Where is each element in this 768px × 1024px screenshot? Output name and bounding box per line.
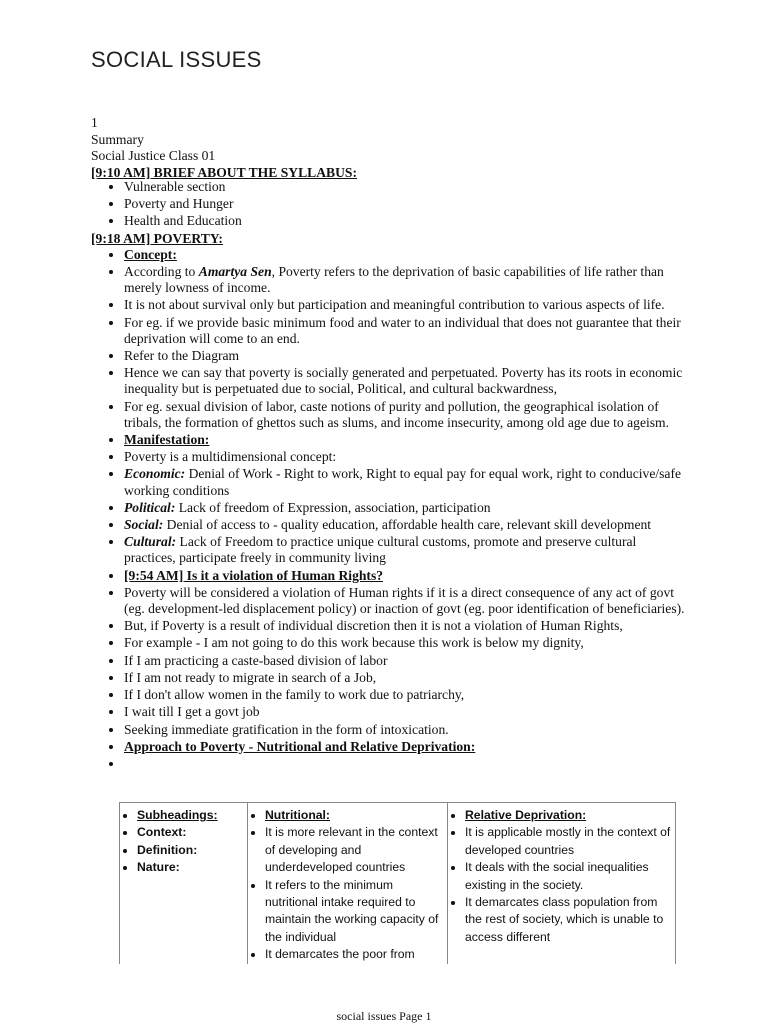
list-item: • Nature: <box>137 859 244 876</box>
list-item: • Poverty is a multidimensional concept: <box>124 449 687 465</box>
concept-first-post: , Poverty refers to the deprivation of basic capabilities of life rather than merely lowness of income. <box>124 264 664 296</box>
list-item: • Vulnerable section <box>124 179 687 195</box>
intro-block <box>91 115 691 181</box>
list-item: • It deals with the social inequalities existing in the society. <box>465 859 672 894</box>
amartya-sen-name: Amartya Sen <box>198 264 272 280</box>
poverty-header: [9:18 AM] POVERTY: <box>91 230 223 246</box>
list-item <box>124 432 687 448</box>
list-item: • For example - I am not going to do this work because this work is below my dignity, <box>124 635 687 651</box>
list-item <box>124 247 687 263</box>
list-item: • Relative Deprivation: <box>465 807 672 824</box>
list-item: • Refer to the Diagram <box>124 348 687 364</box>
manifestation-label: Manifestation: <box>124 432 210 448</box>
list-item: • It demarcates the poor from <box>265 946 444 963</box>
list-item: • It is more relevant in the context of developing and underdeveloped countries <box>265 824 444 876</box>
list-item: • But, if Poverty is a result of individual discretion then it is not a violation of Human Rights, <box>124 618 687 634</box>
list-item: • Definition: <box>137 842 244 859</box>
list-item: • It is applicable mostly in the context of developed countries <box>465 824 672 859</box>
poverty-list <box>91 247 687 772</box>
list-item: • If I am practicing a caste-based division of labor <box>124 653 687 669</box>
list-item <box>124 517 687 533</box>
page-number: 1 <box>91 115 98 130</box>
concept-first-pre: According to <box>124 264 199 280</box>
political-text: Lack of freedom of Expression, association, participation <box>175 499 491 515</box>
table-cell-nutritional <box>248 803 448 964</box>
list-item <box>124 500 687 516</box>
list-item: • Poverty and Hunger <box>124 196 687 212</box>
list-item <box>124 568 687 584</box>
summary-label: Summary <box>91 131 144 147</box>
approach-label: Approach to Poverty - Nutritional and Relative Deprivation: <box>124 738 476 754</box>
list-item: • Poverty will be considered a violation of Human rights if it is a direct consequence of any act of govt (eg. development-led displacement policy) or inaction of govt (eg. poor identification of beneficiaries). <box>124 585 687 617</box>
list-item: • Seeking immediate gratification in the form of intoxication. <box>124 722 687 738</box>
list-item: • It is not about survival only but participation and meaningful contribution to various aspects of life. <box>124 297 687 313</box>
economic-text: Denial of Work - Right to work, Right to equal pay for equal work, right to conducive/safe working conditions <box>124 466 682 498</box>
social-text: Denial of access to - quality education, affordable health care, relevant skill development <box>163 517 652 533</box>
list-item: • It demarcates class population from the rest of society, which is unable to access different <box>465 894 672 946</box>
table-cell-subheadings <box>120 803 248 964</box>
list-item: • If I don't allow women in the family to work due to patriarchy, <box>124 687 687 703</box>
syllabus-list <box>91 179 687 230</box>
list-item: • Hence we can say that poverty is socially generated and perpetuated. Poverty has its roots in economic inequality but is perpetuated due to social, Political, and cultural backwardness, <box>124 365 687 397</box>
notes-content <box>91 179 687 773</box>
list-item <box>124 739 687 755</box>
table-cell-relative-deprivation <box>448 803 676 964</box>
list-item: • For eg. sexual division of labor, caste notions of purity and pollution, the geographical isolation of tribals, the formation of ghettos such as slums, and income insecurity, among old age due to ageism. <box>124 399 687 431</box>
page-footer: social issues Page 1 <box>336 1009 432 1023</box>
list-item: • Context: <box>137 824 244 841</box>
list-item: • If I am not ready to migrate in search of a Job, <box>124 670 687 686</box>
list-item <box>124 466 687 498</box>
syllabus-header: [9:10 AM] BRIEF ABOUT THE SYLLABUS: <box>91 164 358 180</box>
cultural-label: Cultural: <box>124 534 177 550</box>
economic-label: Economic: <box>124 466 186 482</box>
list-item: • Subheadings: <box>137 807 244 824</box>
comparison-table <box>119 802 676 964</box>
list-item: • Health and Education <box>124 213 687 229</box>
social-label: Social: <box>124 517 164 533</box>
political-label: Political: <box>124 499 176 515</box>
table-row <box>120 803 676 964</box>
page-title: SOCIAL ISSUES <box>91 47 262 72</box>
list-item <box>124 534 687 566</box>
list-item: • I wait till I get a govt job <box>124 704 687 720</box>
human-rights-label: [9:54 AM] Is it a violation of Human Rights? <box>124 567 384 583</box>
class-name: Social Justice Class 01 <box>91 148 216 163</box>
cultural-text: Lack of Freedom to practice unique cultural customs, promote and preserve cultural practices, participate freely in community living <box>124 534 637 566</box>
list-item: • Nutritional: <box>265 807 444 824</box>
concept-label: Concept: <box>124 246 177 262</box>
list-item: • For eg. if we provide basic minimum food and water to an individual that does not guarantee that their deprivation will come to an end. <box>124 315 687 347</box>
list-item <box>124 264 687 296</box>
list-item: • It refers to the minimum nutritional intake required to maintain the working capacity of the individual <box>265 877 444 947</box>
empty-list-item <box>124 756 687 772</box>
